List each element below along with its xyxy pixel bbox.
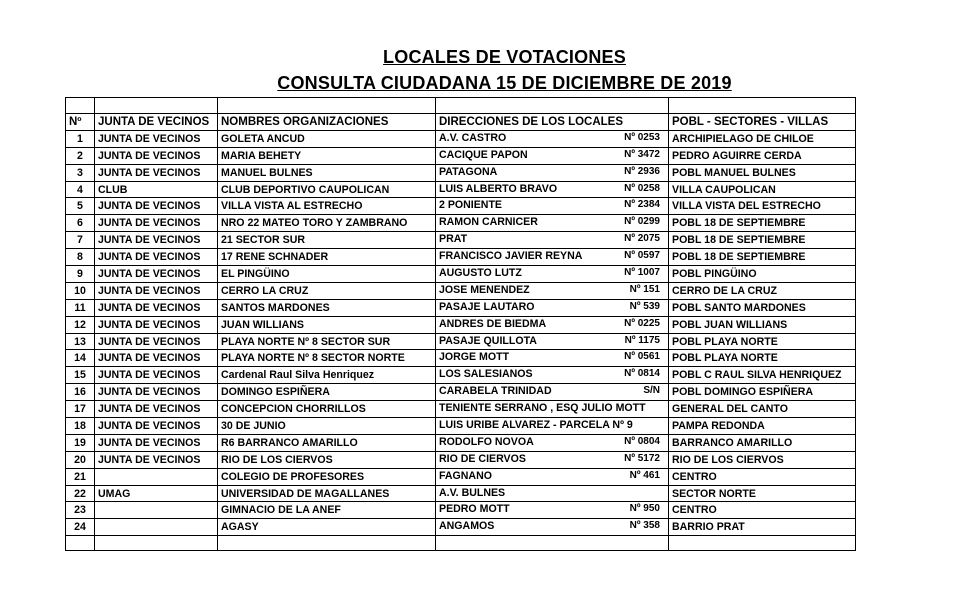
table-row (66, 316, 856, 333)
polling-locations-table (65, 97, 856, 551)
address-cell (436, 130, 669, 147)
org-name: CLUB DEPORTIVO CAUPOLICAN (218, 181, 436, 198)
header-row (66, 114, 856, 131)
row-number: 17 (66, 401, 95, 418)
org-type: JUNTA DE VECINOS (95, 350, 218, 367)
address-street: FAGNANO (439, 469, 492, 482)
org-name: MANUEL BULNES (218, 164, 436, 181)
address-street: RAMON CARNICER (439, 216, 538, 229)
org-type: JUNTA DE VECINOS (95, 299, 218, 316)
address-cell (436, 181, 669, 198)
address-street: PASAJE QUILLOTA (439, 334, 537, 347)
row-number: 11 (66, 299, 95, 316)
blank-row (66, 536, 856, 551)
org-name: EL PINGÜINO (218, 266, 436, 283)
address-number: Nº 0225 (624, 317, 660, 329)
org-name: CONCEPCION CHORRILLOS (218, 401, 436, 418)
row-number: 15 (66, 367, 95, 384)
org-type: JUNTA DE VECINOS (95, 451, 218, 468)
org-name: RIO DE LOS CIERVOS (218, 451, 436, 468)
sector-name: POBL PINGÜINO (669, 266, 856, 283)
address-cell (436, 350, 669, 367)
sector-name: POBL 18 DE SEPTIEMBRE (669, 232, 856, 249)
org-type: JUNTA DE VECINOS (95, 333, 218, 350)
table-row (66, 215, 856, 232)
address-cell (436, 266, 669, 283)
row-number: 13 (66, 333, 95, 350)
org-type: JUNTA DE VECINOS (95, 164, 218, 181)
address-number: Nº 0258 (624, 182, 660, 194)
sector-name: GENERAL DEL CANTO (669, 401, 856, 418)
org-type: JUNTA DE VECINOS (95, 130, 218, 147)
address-cell (436, 434, 669, 451)
org-name: Cardenal Raul Silva Henriquez (218, 367, 436, 384)
row-number: 20 (66, 451, 95, 468)
address-street: TENIENTE SERRANO , ESQ JULIO MOTT (439, 402, 646, 415)
org-type: JUNTA DE VECINOS (95, 367, 218, 384)
org-name: PLAYA NORTE Nº 8 SECTOR NORTE (218, 350, 436, 367)
sector-name: PAMPA REDONDA (669, 418, 856, 435)
table-row (66, 333, 856, 350)
org-type (95, 519, 218, 536)
address-number: Nº 2936 (624, 165, 660, 177)
address-street: A.V. BULNES (439, 486, 506, 499)
sector-name: ARCHIPIELAGO DE CHILOE (669, 130, 856, 147)
header-type: JUNTA DE VECINOS (95, 114, 218, 131)
sector-name: PEDRO AGUIRRE CERDA (669, 147, 856, 164)
address-cell (436, 215, 669, 232)
row-number: 9 (66, 266, 95, 283)
row-number: 3 (66, 164, 95, 181)
table-row (66, 198, 856, 215)
sector-name: POBL C RAUL SILVA HENRIQUEZ (669, 367, 856, 384)
address-number: Nº 950 (629, 503, 660, 515)
sector-name: SECTOR NORTE (669, 485, 856, 502)
org-type: JUNTA DE VECINOS (95, 316, 218, 333)
document-subtitle: CONSULTA CIUDADANA 15 DE DICIEMBRE DE 2019 (277, 73, 732, 93)
address-cell (436, 316, 669, 333)
address-cell (436, 418, 669, 435)
address-street: RIO DE CIERVOS (439, 452, 526, 465)
address-number: Nº 0561 (624, 351, 660, 363)
address-street: JORGE MOTT (439, 351, 510, 364)
org-type: JUNTA DE VECINOS (95, 401, 218, 418)
blank-row (66, 98, 856, 114)
row-number: 4 (66, 181, 95, 198)
address-street: A.V. CASTRO (439, 131, 507, 144)
org-name: SANTOS MARDONES (218, 299, 436, 316)
address-street: LOS SALESIANOS (439, 368, 533, 381)
org-type: CLUB (95, 181, 218, 198)
row-number: 23 (66, 502, 95, 519)
address-street: LUIS ALBERTO BRAVO (439, 182, 558, 195)
sector-name: RIO DE LOS CIERVOS (669, 451, 856, 468)
address-number: Nº 1007 (624, 267, 660, 279)
org-name: CERRO LA CRUZ (218, 282, 436, 299)
row-number: 22 (66, 485, 95, 502)
row-number: 18 (66, 418, 95, 435)
sector-name: VILLA CAUPOLICAN (669, 181, 856, 198)
document-title: LOCALES DE VOTACIONES (383, 47, 626, 67)
org-type: JUNTA DE VECINOS (95, 232, 218, 249)
table-row (66, 451, 856, 468)
org-name: COLEGIO DE PROFESORES (218, 468, 436, 485)
address-number: Nº 461 (629, 469, 660, 481)
row-number: 2 (66, 147, 95, 164)
row-number: 24 (66, 519, 95, 536)
org-name: DOMINGO ESPIÑERA (218, 384, 436, 401)
table-row (66, 468, 856, 485)
address-street: PEDRO MOTT (439, 503, 510, 516)
header-org: NOMBRES ORGANIZACIONES (218, 114, 436, 131)
org-name: R6 BARRANCO AMARILLO (218, 434, 436, 451)
address-number: Nº 2384 (624, 199, 660, 211)
address-cell (436, 451, 669, 468)
address-cell (436, 367, 669, 384)
table-row (66, 485, 856, 502)
address-cell (436, 384, 669, 401)
sector-name: POBL 18 DE SEPTIEMBRE (669, 249, 856, 266)
sector-name: BARRANCO AMARILLO (669, 434, 856, 451)
org-name: GIMNACIO DE LA ANEF (218, 502, 436, 519)
org-type: JUNTA DE VECINOS (95, 147, 218, 164)
address-street: CACIQUE PAPON (439, 148, 528, 161)
org-name: 21 SECTOR SUR (218, 232, 436, 249)
sector-name: CENTRO (669, 502, 856, 519)
org-name: JUAN WILLIANS (218, 316, 436, 333)
table-row (66, 434, 856, 451)
address-cell (436, 299, 669, 316)
org-type: JUNTA DE VECINOS (95, 418, 218, 435)
address-number: Nº 0253 (624, 131, 660, 143)
sector-name: VILLA VISTA DEL ESTRECHO (669, 198, 856, 215)
sector-name: POBL PLAYA NORTE (669, 350, 856, 367)
address-street: LUIS URIBE ALVAREZ - PARCELA Nº 9 (439, 419, 633, 432)
sector-name: CERRO DE LA CRUZ (669, 282, 856, 299)
sector-name: POBL 18 DE SEPTIEMBRE (669, 215, 856, 232)
table-row (66, 266, 856, 283)
address-street: RODOLFO NOVOA (439, 435, 534, 448)
table-row (66, 164, 856, 181)
address-cell (436, 147, 669, 164)
sector-name: POBL MANUEL BULNES (669, 164, 856, 181)
address-number: Nº 151 (629, 283, 660, 295)
org-type: JUNTA DE VECINOS (95, 434, 218, 451)
address-cell (436, 519, 669, 536)
address-cell (436, 468, 669, 485)
address-cell (436, 502, 669, 519)
org-type: JUNTA DE VECINOS (95, 198, 218, 215)
address-number: Nº 0597 (624, 250, 660, 262)
header-num: Nº (66, 114, 95, 131)
address-cell (436, 485, 669, 502)
row-number: 8 (66, 249, 95, 266)
table-row (66, 232, 856, 249)
org-name: PLAYA NORTE Nº 8 SECTOR SUR (218, 333, 436, 350)
header-addr: DIRECCIONES DE LOS LOCALES (436, 114, 669, 131)
row-number: 5 (66, 198, 95, 215)
table-row (66, 502, 856, 519)
org-type (95, 502, 218, 519)
org-name: AGASY (218, 519, 436, 536)
sector-name: BARRIO PRAT (669, 519, 856, 536)
address-number: S/N (643, 385, 660, 397)
address-street: AUGUSTO LUTZ (439, 267, 522, 280)
org-type: JUNTA DE VECINOS (95, 282, 218, 299)
address-cell (436, 401, 669, 418)
address-street: CARABELA TRINIDAD (439, 385, 552, 398)
org-name: VILLA VISTA AL ESTRECHO (218, 198, 436, 215)
address-number: Nº 1175 (624, 334, 660, 346)
row-number: 6 (66, 215, 95, 232)
sector-name: POBL SANTO MARDONES (669, 299, 856, 316)
sector-name: CENTRO (669, 468, 856, 485)
org-type: JUNTA DE VECINOS (95, 215, 218, 232)
org-type (95, 468, 218, 485)
table-row (66, 181, 856, 198)
address-cell (436, 249, 669, 266)
address-number: Nº 2075 (624, 233, 660, 245)
row-number: 7 (66, 232, 95, 249)
row-number: 19 (66, 434, 95, 451)
row-number: 12 (66, 316, 95, 333)
address-cell (436, 198, 669, 215)
address-street: 2 PONIENTE (439, 199, 502, 212)
address-street: ANDRES DE BIEDMA (439, 317, 547, 330)
address-number: Nº 3472 (624, 148, 660, 160)
address-street: JOSE MENENDEZ (439, 283, 530, 296)
table-row (66, 418, 856, 435)
table-row (66, 147, 856, 164)
org-name: UNIVERSIDAD DE MAGALLANES (218, 485, 436, 502)
org-type: JUNTA DE VECINOS (95, 384, 218, 401)
table-row (66, 367, 856, 384)
address-number: Nº 0804 (624, 435, 660, 447)
address-cell (436, 333, 669, 350)
address-cell (436, 232, 669, 249)
address-number: Nº 0814 (624, 368, 660, 380)
row-number: 1 (66, 130, 95, 147)
table-row (66, 249, 856, 266)
org-name: MARIA BEHETY (218, 147, 436, 164)
address-street: FRANCISCO JAVIER REYNA (439, 250, 583, 263)
row-number: 14 (66, 350, 95, 367)
table-row (66, 384, 856, 401)
org-name: NRO 22 MATEO TORO Y ZAMBRANO (218, 215, 436, 232)
row-number: 10 (66, 282, 95, 299)
org-type: JUNTA DE VECINOS (95, 266, 218, 283)
org-name: 17 RENE SCHNADER (218, 249, 436, 266)
address-street: ANGAMOS (439, 520, 495, 533)
table-row (66, 130, 856, 147)
org-type: UMAG (95, 485, 218, 502)
table-row (66, 519, 856, 536)
sector-name: POBL PLAYA NORTE (669, 333, 856, 350)
address-street: PASAJE LAUTARO (439, 300, 535, 313)
address-number: Nº 0299 (624, 216, 660, 228)
row-number: 21 (66, 468, 95, 485)
table-row (66, 282, 856, 299)
sector-name: POBL DOMINGO ESPIÑERA (669, 384, 856, 401)
address-number: Nº 5172 (624, 452, 660, 464)
table-row (66, 299, 856, 316)
address-cell (436, 282, 669, 299)
address-street: PRAT (439, 233, 468, 246)
address-street: PATAGONA (439, 165, 498, 178)
address-number: Nº 358 (629, 520, 660, 532)
header-sector: POBL - SECTORES - VILLAS (669, 114, 856, 131)
org-name: 30 DE JUNIO (218, 418, 436, 435)
address-number: Nº 539 (629, 300, 660, 312)
sector-name: POBL JUAN WILLIANS (669, 316, 856, 333)
row-number: 16 (66, 384, 95, 401)
org-name: GOLETA ANCUD (218, 130, 436, 147)
table-row (66, 401, 856, 418)
address-cell (436, 164, 669, 181)
table-row (66, 350, 856, 367)
org-type: JUNTA DE VECINOS (95, 249, 218, 266)
